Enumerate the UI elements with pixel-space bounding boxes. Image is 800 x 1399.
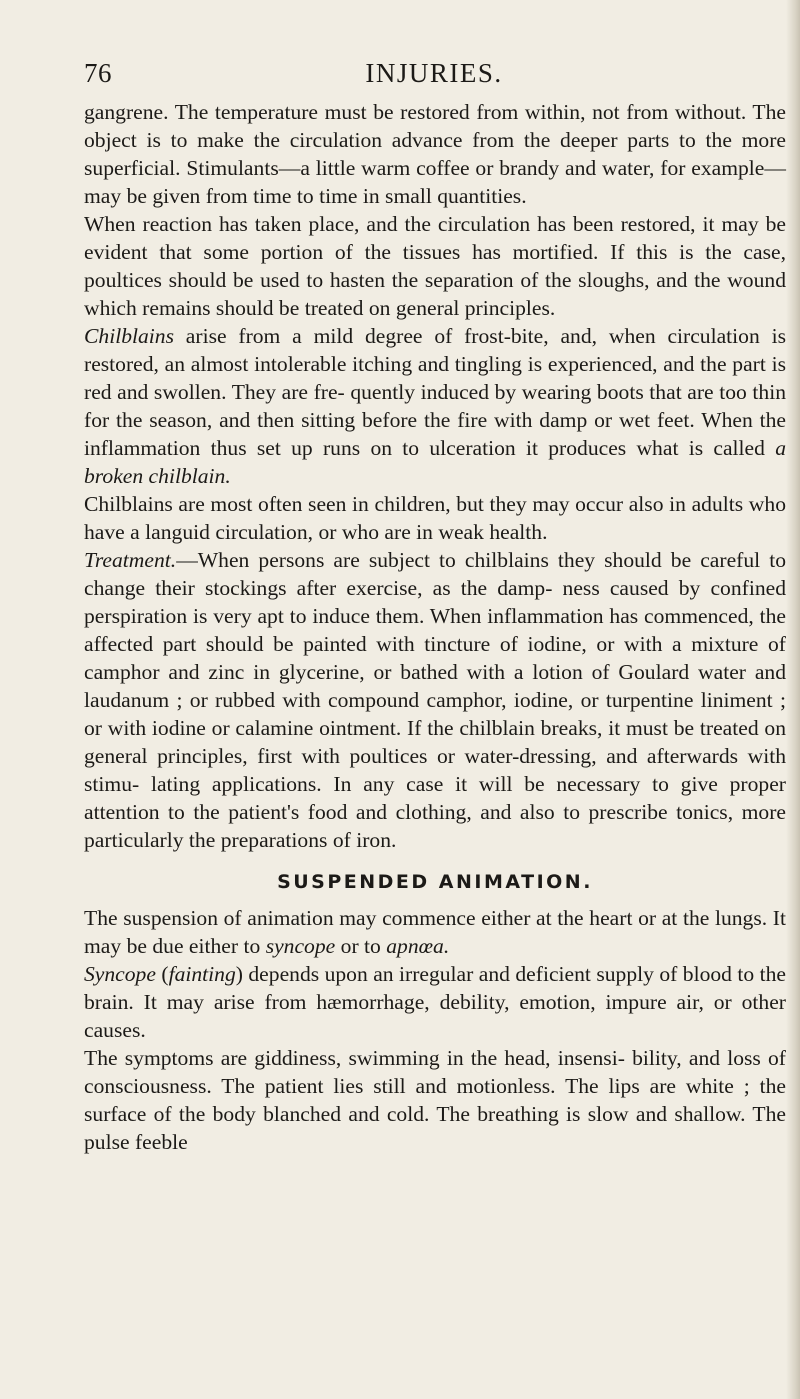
text-run: gangrene. The temperature must be restored from within, not from without. The object is to make the circulation advance from the deeper parts to the more superficial. Stimulants—a little warm coffee or brandy and water, for example—may be given from time to time in small quantities. [84, 100, 786, 208]
text-run: Chilblains are most often seen in children, but they may occur also in adults who have a languid circulation, or who are in weak health. [84, 492, 786, 544]
paragraph [84, 490, 786, 546]
paragraph [84, 98, 786, 210]
italic-text: Chilblains [84, 324, 174, 348]
paragraph [84, 904, 786, 960]
text-run: ) depends upon an irregular and deficient supply of blood to the brain. It may arise from hæmorrhage, debility, emotion, impure air, or other causes. [84, 962, 786, 1042]
text-run: The suspension of animation may commence either at the heart or at the lungs. It may be due either to [84, 906, 786, 958]
text-run: The symptoms are giddiness, swimming in the head, insensi- bility, and loss of consciousness. The patient lies still and motionless. The lips are white ; the surface of the body blanched and cold. The breathing is slow and shallow. The pulse feeble [84, 1046, 786, 1154]
italic-text: Treatment. [84, 548, 177, 572]
paragraph-group-suspended-animation [84, 904, 786, 1156]
page-edge-shadow [786, 0, 800, 1399]
italic-text: syncope [265, 934, 336, 958]
text-run: arise from a mild degree of frost-bite, and, when circulation is restored, an almost intolerable itching and tingling is experienced, and the part is red and swollen. They are fre- quently induced by wearing boots that are too thin for the season, and then sitting before the fire with damp or wet feet. When the inflammation thus set up runs on to ulceration it produces what is called [84, 324, 786, 460]
text-run: —When persons are subject to chilblains they should be careful to change their stockings after exercise, as the damp- ness caused by confined perspiration is very apt to induce them. When inflammation has commenced, the affected part should be painted with tincture of iodine, or with a mixture of camphor and zinc in glycerine, or bathed with a lotion of Goulard water and laudanum ; or rubbed with compound camphor, iodine, or turpentine liniment ; or with iodine or calamine ointment. If the chilblain breaks, it must be treated on general principles, first with poultices or water-dressing, and afterwards with stimu- lating applications. In any case it will be necessary to give proper attention to the patient's food and clothing, and also to prescribe tonics, more particularly the preparations of iron. [84, 548, 786, 852]
page-number: 76 [84, 58, 112, 88]
page-header [84, 58, 784, 98]
section-heading: SUSPENDED ANIMATION. [277, 871, 593, 893]
italic-text: fainting [168, 962, 236, 986]
paragraph [84, 546, 786, 854]
text-run: or to [335, 934, 387, 958]
running-title: INJURIES. [365, 58, 503, 88]
paragraph [84, 210, 786, 322]
paragraph [84, 322, 786, 490]
text-run: ( [155, 962, 169, 986]
italic-text: apnœa. [386, 934, 450, 958]
italic-text: Syncope [84, 962, 156, 986]
paragraph [84, 960, 786, 1044]
paragraph [84, 1044, 786, 1156]
page-body [84, 98, 786, 1156]
italic-text: a broken chilblain. [84, 436, 786, 488]
paragraph-group-frostbite [84, 98, 786, 854]
text-run: When reaction has taken place, and the circulation has been restored, it may be evident that some portion of the tissues has mortified. If this is the case, poultices should be used to hasten the separation of the sloughs, and the wound which remains should be treated on general principles. [84, 212, 786, 320]
